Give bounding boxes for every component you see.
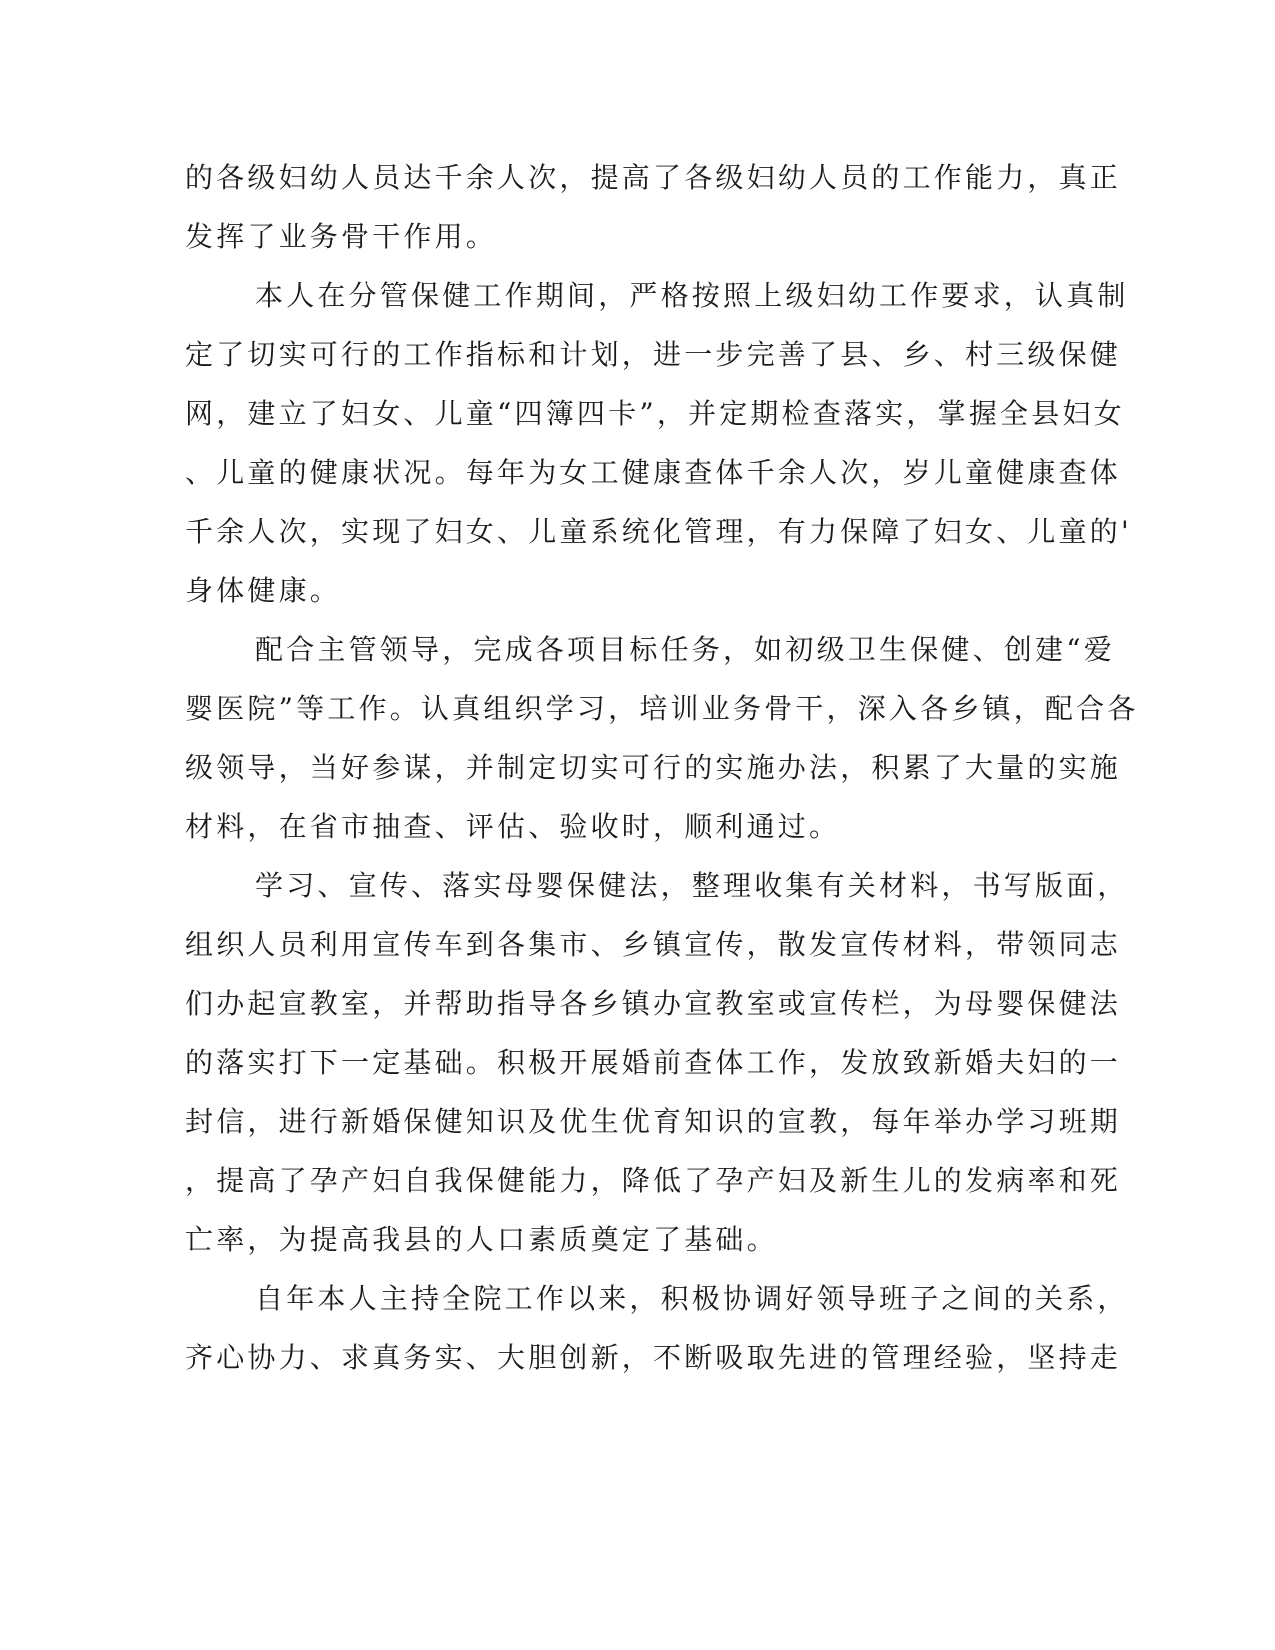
text-line: 的落实打下一定基础。积极开展婚前查体工作，发放致新婚夫妇的一 (185, 1046, 1122, 1079)
text-line: 级领导，当好参谋，并制定切实可行的实施办法，积累了大量的实施 (185, 751, 1122, 784)
text-line: 封信，进行新婚保健知识及优生优育知识的宣教，每年举办学习班期 (185, 1105, 1122, 1138)
paragraph-first-line: 本人在分管保健工作期间，严格按照上级妇幼工作要求，认真制 (255, 279, 1129, 312)
paragraph-first-line: 自年本人主持全院工作以来，积极协调好领导班子之间的关系， (255, 1282, 1129, 1315)
text-line: ，提高了孕产妇自我保健能力，降低了孕产妇及新生儿的发病率和死 (185, 1164, 1122, 1197)
text-line: 千余人次，实现了妇女、儿童系统化管理，有力保障了妇女、儿童的' (185, 515, 1132, 548)
text-line: 婴医院”等工作。认真组织学习，培训业务骨干，深入各乡镇，配合各 (185, 692, 1139, 725)
text-line: 亡率，为提高我县的人口素质奠定了基础。 (185, 1223, 778, 1256)
text-line: 网，建立了妇女、儿童“四簿四卡”，并定期检查落实，掌握全县妇女 (185, 397, 1125, 430)
text-line: 们办起宣教室，并帮助指导各乡镇办宣教室或宣传栏，为母婴保健法 (185, 987, 1122, 1020)
text-line: 齐心协力、求真务实、大胆创新，不断吸取先进的管理经验，坚持走 (185, 1341, 1122, 1374)
text-line: 定了切实可行的工作指标和计划，进一步完善了县、乡、村三级保健 (185, 338, 1122, 371)
text-line: 身体健康。 (185, 574, 342, 607)
paragraph-first-line: 配合主管领导，完成各项目标任务，如初级卫生保健、创建“爱 (255, 633, 1115, 666)
text-line: 、儿童的健康状况。每年为女工健康查体千余人次，岁儿童健康查体 (185, 456, 1122, 489)
text-line: 发挥了业务骨干作用。 (185, 220, 498, 253)
text-line: 的各级妇幼人员达千余人次，提高了各级妇幼人员的工作能力，真正 (185, 161, 1122, 194)
text-line: 组织人员利用宣传车到各集市、乡镇宣传，散发宣传材料，带领同志 (185, 928, 1122, 961)
text-line: 材料，在省市抽查、评估、验收时，顺利通过。 (185, 810, 841, 843)
paragraph-first-line: 学习、宣传、落实母婴保健法，整理收集有关材料，书写版面， (255, 869, 1129, 902)
